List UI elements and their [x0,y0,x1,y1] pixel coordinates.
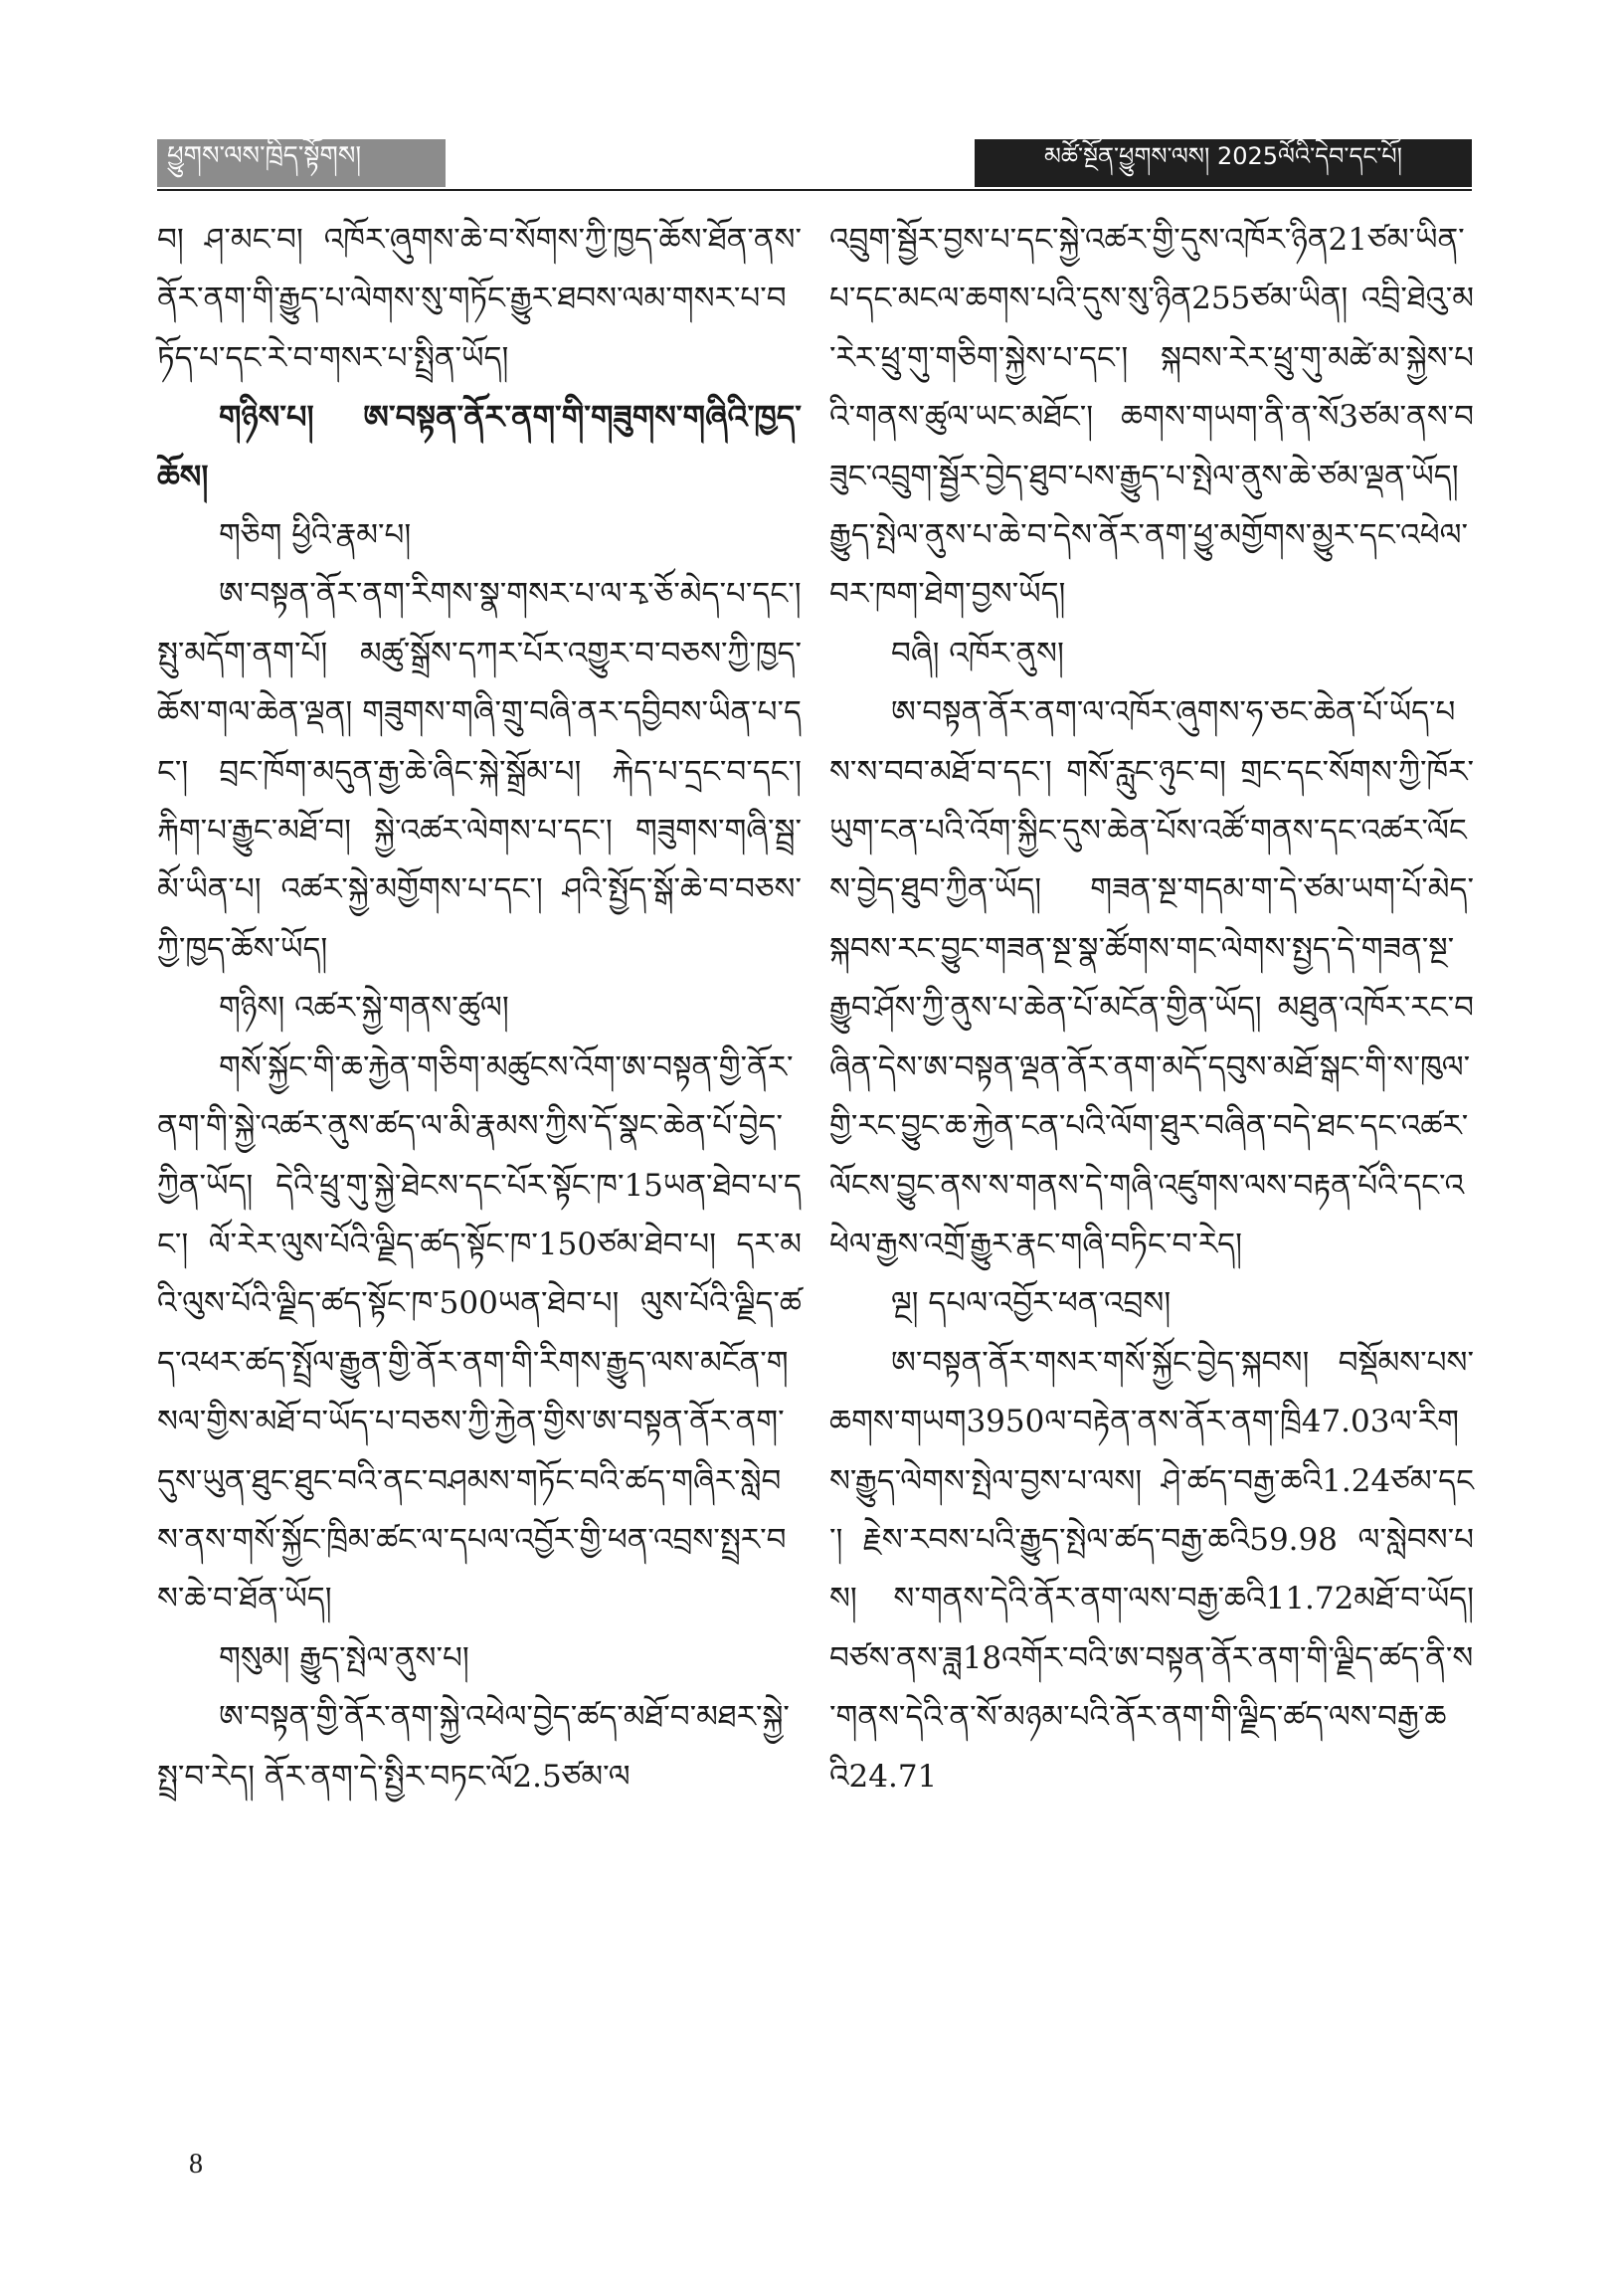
journal-title-banner [975,139,1472,187]
journal-title: མཚོ་སྔོན་ཕྱུགས་ལས། 2025ལོའི་དེབ་དང་པོ། [1044,141,1402,170]
right-column [829,211,1474,1806]
subsection-title-4: བཞི། འཁོར་ནུས། [891,635,1064,671]
page-number: 8 [189,2149,203,2180]
subsection-title-5: ལྔ། དཔལ་འབྱོར་ཕན་འབྲས། [891,1285,1172,1322]
section-title: ཕྱུགས་ལས་ཁྲིད་སྟོགས། [167,140,362,171]
subsection-title-2: གཉིས། འཚར་སྐྱེ་གནས་ཚུལ། [219,990,509,1027]
subsection-body-3: ཨ་བསྟན་གྱི་ནོར་ནག་སྐྱེ་འཕེལ་བྱེད་ཚད་མཐོ་བ་མཐར་སྐྱེ་སྤྲ་བ་རེད། ནོར་ནག་དེ་སྤྱིར་བཏང་ལོ2.5ཙམ་ལ [157,1699,790,1795]
subsection-title-1: གཅིག ཕྱིའི་རྣམ་པ། [219,517,412,554]
continued-paragraph: འབྲུག་སྦྱོར་བྱས་པ་དང་སྐྱེ་འཚར་གྱི་དུས་འཁོར་ཉིན21ཙམ་ཡིན་པ་དང་མངལ་ཆགས་པའི་དུས་སུ་ཉིན255ཙམ་ཡིན། འབྲི་ཐེའུ་མ་རེར་ཕྲུ་གུ་གཅིག་སྐྱེས་པ་དང་། སྐབས་རེར་ཕྲུ་གུ་མཚེ་མ་སྐྱེས་པའི་གནས་ཚུལ་ཡང་མཐོང་། ཆགས་གཡག་ནི་ན་སོ3ཙམ་ནས་བཟུང་འབྲུག་སྦྱོར་བྱེད་ཐུབ་པས་རྒྱུད་པ་སྤེལ་ནུས་ཆེ་ཙམ་ལྡན་ཡོད། རྒྱུད་སྤེལ་ནུས་པ་ཆེ་བ་དེས་ནོར་ནག་ཕྱུ་མགྱོགས་མྱུར་དང་འཕེལ་བར་ཁག་ཐེག་བྱས་ཡོད། [829,222,1474,613]
subsection-body-2: གསོ་སྐྱོང་གི་ཆ་རྐྱེན་གཅིག་མཚུངས་འོག་ཨ་བསྟན་གྱི་ནོར་ནག་གི་སྐྱེ་འཚར་ནུས་ཚད་ལ་མི་རྣམས་ཀྱིས་དོ་སྣང་ཆེན་པོ་བྱེད་ཀྱིན་ཡོད། དེའི་ཕྲུ་གུ་སྐྱེ་ཐེངས་དང་པོར་སྟོང་ཁ་15ཡན་ཐེབ་པ་དང་། ལོ་རེར་ལུས་པོའི་ལྗིད་ཚད་སྟོང་ཁ་150ཙམ་ཐེབ་པ། དར་མའི་ལུས་པོའི་ལྗིད་ཚད་སྟོང་ཁ་500ཡན་ཐེབ་པ། ལུས་པོའི་ལྗིད་ཚད་འཕར་ཚད་སྤྲོལ་རྒྱུན་གྱི་ནོར་ནག་གི་རིགས་རྒྱུད་ལས་མངོན་གསལ་གྱིས་མཐོ་བ་ཡོད་པ་བཅས་ཀྱི་རྐྱེན་གྱིས་ཨ་བསྟན་ནོར་ནག་དུས་ཡུན་ཐུང་ཐུང་བའི་ནང་བཤམས་གཏོང་བའི་ཚད་གཞིར་སླེབས་ནས་གསོ་སྐྱོང་ཁྲིམ་ཚང་ལ་དཔལ་འབྱོར་གྱི་ཕན་འབྲས་སྤྲར་བས་ཆེ་བ་ཐོན་ཡོད། [157,1048,802,1617]
section-heading: གཉིས་པ། ཨ་བསྟན་ནོར་ནག་གི་གཟུགས་གཞིའི་ཁྱད་ཆོས། [157,398,802,495]
subsection-body-4: ཨ་བསྟན་ནོར་ནག་ལ་འཁོར་ཞུགས་ཧ་ཅང་ཆེན་པོ་ཡོད་པས་ས་བབ་མཐོ་བ་དང་། གསོ་རླུང་ཉུང་བ། གྲང་དང་སོགས་ཀྱི་ཁོར་ཡུག་ངན་པའི་འོག་སྐྱིང་དུས་ཆེན་པོས་འཚོ་གནས་དང་འཚར་ལོངས་བྱེད་ཐུབ་ཀྱིན་ཡོད། གཟན་སྔ་གདམ་ག་དེ་ཙམ་ཡག་པོ་མེད་སྐབས་རང་བྱུང་གཟན་སྔ་སྣ་ཚོགས་གང་ལེགས་སྤྱད་དེ་གཟན་སྔ་རྒྱུབ་ཤོས་ཀྱི་ནུས་པ་ཆེན་པོ་མངོན་གྱིན་ཡོད། མཐུན་འཁོར་རང་བཞིན་དེས་ཨ་བསྟན་ལྡན་ནོར་ནག་མདོ་དབུས་མཐོ་སྒང་གི་ས་ཁུལ་གྱི་རང་བྱུང་ཆ་རྐྱེན་ངན་པའི་ལོག་ཐུར་བཞིན་བདེ་ཐང་དང་འཚར་ལོངས་བྱུང་ནས་ས་གནས་དེ་གཞི་འཛུགས་ལས་བརྟན་པོའི་དང་འཕེལ་རྒྱས་འགྲོ་རྒྱུར་རྣང་གཞི་བཏིང་བ་རེད། [829,694,1474,1262]
left-column [157,211,802,1806]
subsection-body-5: ཨ་བསྟན་ནོར་གསར་གསོ་སྐྱོང་བྱེད་སྐབས། བསྡོམས་པས་ཆགས་གཡག3950ལ་བརྟེན་ནས་ནོར་ནག་ཁྲི47.03ལ་རིགས་རྒྱུད་ལེགས་སྤེལ་བྱས་པ་ལས། ཤེ་ཚད་བརྒྱ་ཆའི1.24ཙམ་དང་། རྗེས་རབས་པའི་རྒྱུད་སྤེལ་ཚད་བརྒྱ་ཆའི59.98 ལ་སླེབས་པས། ས་གནས་དེའི་ནོར་ནག་ལས་བརྒྱ་ཆའི11.72མཐོ་བ་ཡོད། བཙས་ནས་ཟླ18འགོར་བའི་ཨ་བསྟན་ནོར་ནག་གི་ལྗིད་ཚད་ནི་ས་གནས་དེའི་ན་སོ་མཉམ་པའི་ནོར་ནག་གི་ལྗིད་ཚད་ལས་བརྒྱ་ཆའི24.71 [829,1344,1474,1795]
intro-paragraph: བ། ཤ་མང་བ། འཁོར་ཞུགས་ཆེ་བ་སོགས་ཀྱི་ཁྱད་ཆོས་ཐོན་ནས་ནོར་ནག་གི་རྒྱུད་པ་ལེགས་སུ་གཏོང་རྒྱུར་ཐབས་ལམ་གསར་པ་བཏོད་པ་དང་རེ་བ་གསར་པ་སྤྲིན་ཡོད། [157,222,802,376]
subsection-body-1: ཨ་བསྟན་ནོར་ནག་རིགས་སྣ་གསར་པ་ལ་རྭ་ཅོ་མེད་པ་དང་། སྤུ་མདོག་ནག་པོ། མཚུ་སྒྲོས་དཀར་པོར་འགྱུར་བ་བཅས་ཀྱི་ཁྱད་ཆོས་གལ་ཆེན་ལྡན། གཟུགས་གཞི་གྲུ་བཞི་ནར་དབྱིབས་ཡིན་པ་དང་། བྲང་ཁོག་མདུན་རྒྱ་ཆེ་ཞིང་སྐེ་སྒྲོམ་པ། རྐེད་པ་དྲང་བ་དང་། རྐིག་པ་རྒྱུང་མཐོ་བ། སྐྱེ་འཚར་ལེགས་པ་དང་། གཟུགས་གཞི་སྦྲ་མོ་ཡིན་པ། འཚར་སྐྱེ་མགྱོགས་པ་དང་། ཤའི་སྤྱོད་སྒོ་ཆེ་བ་བཅས་ཀྱི་ཁྱད་ཆོས་ཡོད། [157,576,802,967]
subsection-title-3: གསུམ། རྒྱུད་སྤེལ་ནུས་པ། [219,1639,469,1676]
section-title-banner [157,139,446,187]
header-rule [157,189,1472,191]
